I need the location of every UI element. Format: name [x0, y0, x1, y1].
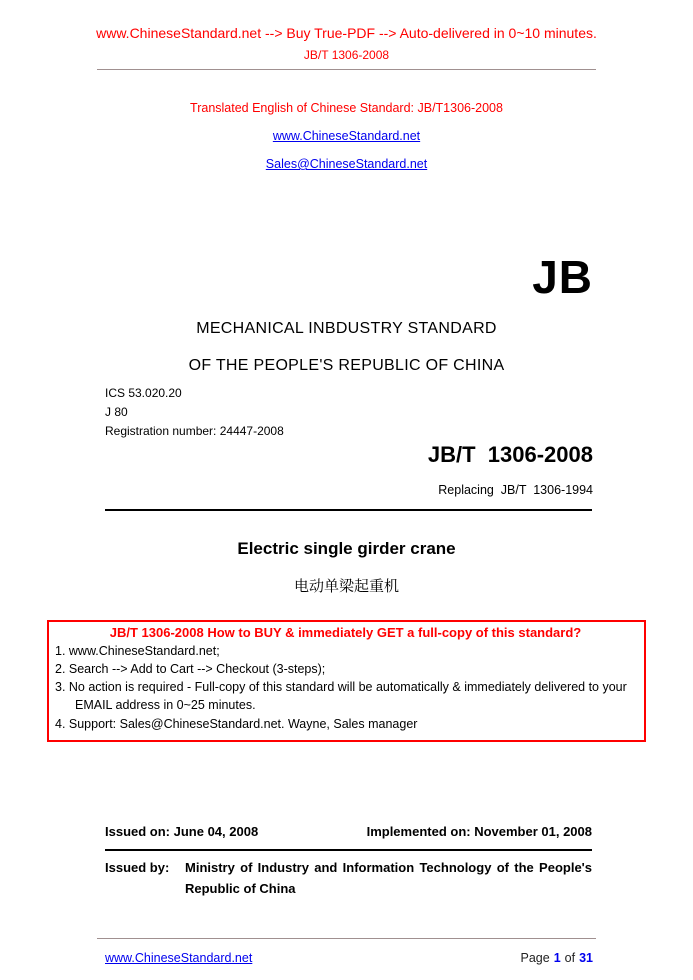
footer-site-link[interactable]: www.ChineseStandard.net: [105, 951, 253, 965]
standard-code-large: JB/T 1306-2008: [427, 442, 593, 467]
page-label: Page: [520, 951, 550, 965]
buy-step-2: 2. Search --> Add to Cart --> Checkout (3-steps);: [55, 662, 326, 677]
page-number: 1: [553, 951, 561, 965]
site-link[interactable]: www.ChineseStandard.net: [272, 129, 421, 143]
promo-banner: www.ChineseStandard.net --> Buy True-PDF --> Auto-delivered in 0~10 minutes.: [96, 25, 597, 41]
implemented-on-date: Implemented on: November 01, 2008: [366, 824, 592, 839]
issued-by-label: Issued by:: [105, 860, 170, 875]
divider-top: [97, 69, 596, 70]
standard-code-top: JB/T 1306-2008: [303, 48, 390, 62]
buy-step-3: 3. No action is required - Full-copy of this standard will be automatically & immediately delivered to your EMAIL address in 0~25 minutes.: [55, 680, 627, 713]
buy-step-4: 4. Support: Sales@ChineseStandard.net. Wayne, Sales manager: [55, 716, 418, 731]
buy-box-heading: JB/T 1306-2008 How to BUY & immediately GET a full-copy of this standard?: [109, 625, 582, 640]
translated-line: Translated English of Chinese Standard: JB/T1306-2008: [190, 101, 503, 115]
sales-link[interactable]: Sales@ChineseStandard.net: [265, 157, 428, 171]
j-classification: J 80: [105, 405, 128, 419]
issued-by-value: Ministry of Industry and Information Technology of the People's Republic of China: [185, 860, 592, 896]
issuance-row: [105, 824, 592, 851]
divider-heavy: [105, 509, 592, 511]
total-pages: 31: [579, 951, 593, 965]
of-label: of: [564, 951, 576, 965]
divider-bottom: [97, 938, 596, 939]
buy-box: [47, 620, 646, 742]
replacing-note: Replacing JB/T 1306-1994: [438, 483, 593, 497]
ics-code: ICS 53.020.20: [105, 386, 182, 400]
title-chinese: 电动单梁起重机: [293, 578, 399, 595]
buy-step-1: 1. www.ChineseStandard.net;: [55, 644, 220, 658]
jb-logo: JB: [532, 251, 593, 303]
page-indicator: [521, 951, 594, 965]
standard-org-line2: OF THE PEOPLE'S REPUBLIC OF CHINA: [188, 357, 505, 374]
issued-on-date: Issued on: June 04, 2008: [105, 824, 259, 839]
standard-org-line1: MECHANICAL INBDUSTRY STANDARD: [196, 320, 497, 337]
issued-by: [105, 858, 592, 900]
title-english: Electric single girder crane: [237, 539, 456, 558]
registration-number: Registration number: 24447-2008: [105, 424, 284, 438]
